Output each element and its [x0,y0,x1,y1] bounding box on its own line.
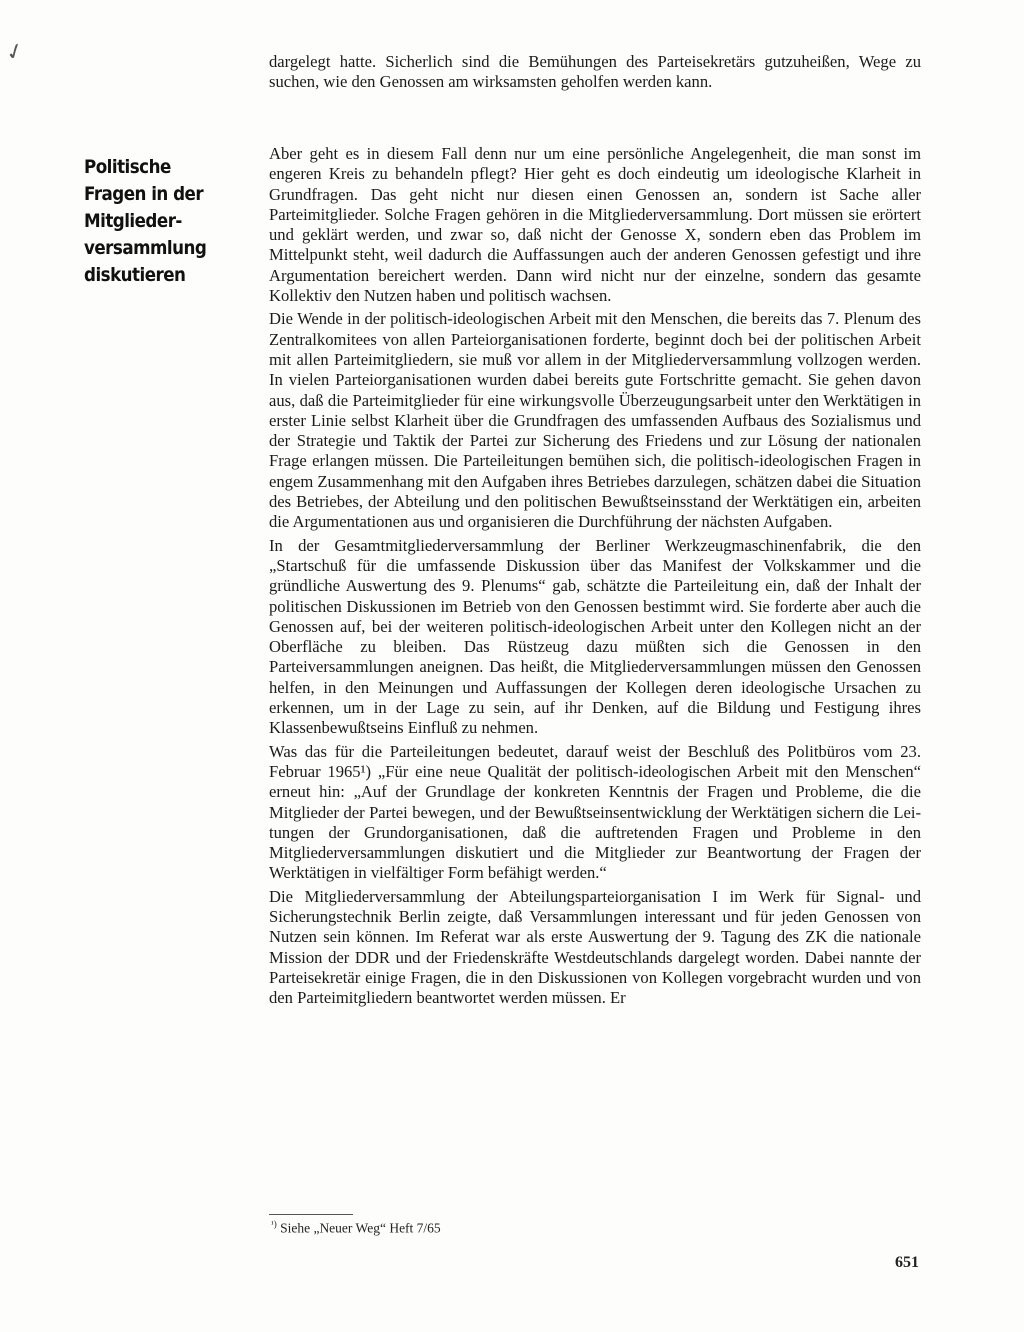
checkmark-icon: ✓ [2,37,29,68]
margin-heading-line: Fragen in der [84,183,204,205]
footnote-marker: ¹) [271,1219,277,1229]
main-text [269,144,921,1011]
margin-heading-line: versammlung [84,237,207,259]
margin-heading-line: diskutieren [84,264,186,286]
intro-paragraph [269,52,921,96]
margin-heading-line: Politische [84,156,171,178]
footnote-divider [269,1214,353,1215]
footnote [271,1219,441,1237]
body-paragraph: Was das für die Parteileitungen bedeutet, darauf weist der Beschluß des Politbüros vom 23. Februar 1965¹) „Für eine neue Qualität der politisch-ideologischen Arbeit mit den Menschen“ erneut hin: „Auf der Grundlage der konkreten Kenntnis der Fragen und Probleme, die die Mitglieder der Partei bewegen, und der Bewußtseinsentwicklung der Werktätigen sichern die Leitungen der Grundorganisationen, daß die auftretenden Fragen und Probleme in den Mitgliederversammlungen diskutiert und die Mitglieder zur Beantwortung der Fragen der Werktätigen in vielfältiger Form befähigt werden.“ [269,741,921,883]
body-paragraph: Die Mitgliederversammlung der Abteilungsparteiorganisation I im Werk für Signal- und Sicherungstechnik Berlin zeigte, daß Versammlungen interessant und für jeden Genossen von Nutzen sein können. Im Referat war als erste Auswertung der 9. Tagung des ZK die nationale Mission der DDR und der Friedenskräfte Westdeutschlands dargelegt worden. Dabei nannte der Parteisekretär einige Fragen, die in den Diskussionen von Kollegen vorgebracht wurden und von den Parteimitgliedern beantwortet werden müssen. Er [269,886,921,1008]
body-paragraph: Aber geht es in diesem Fall denn nur um eine persönliche Angelegenheit, die man sonst im engeren Kreis zu behandeln pflegt? Hier geht es doch eindeutig um ideologische Klarheit in Grundfragen. Das geht nicht nur diesen einen Genossen an, sondern ist Sache aller Parteimitglieder. Solche Fragen gehören in die Mitgliederversammlung. Dort müssen sie erörtert und geklärt werden, und zwar so, daß nicht der Genosse X, sondern eben das Problem im Mittelpunkt steht, weil dadurch die Auffassungen auch der anderen Genossen gefestigt und ihre Argumentation bereichert werden. Dann wird nicht nur der einzelne, sondern das gesamte Kollektiv den Nutzen haben und politisch wachsen. [269,144,921,306]
page-number: 651 [895,1254,919,1271]
body-paragraph: Die Wende in der politisch-ideologischen Arbeit mit den Menschen, die bereits das 7. Plenum des Zentralkomitees von allen Parteiorganisationen forderte, beginnt doch bei der politischen Arbeit mit allen Parteimitgliedern, sie muß vor allem in der Mitgliederversammlung vollzogen werden. In vielen Parteiorganisationen wurden dabei bereits gute Fortschritte gemacht. Sie gehen davon aus, daß die Parteimitglieder für eine wirkungsvolle Überzeugungsarbeit unter den Werktätigen in erster Linie selbst Klarheit über die Grundfragen des umfassenden Aufbaus des Sozialismus und der Strategie und Taktik der Partei zur Sicherung des Friedens und zur Lösung der nationalen Frage erlangen müssen. Die Parteileitungen bemühen sich, die politisch-ideologischen Fragen in engem Zusammenhang mit den Aufgaben ihres Betriebes darzulegen, schätzen dabei die Situation des Betriebes, der Abteilung und den politischen Bewußtseinsstand der Werktätigen ein, arbeiten die Argumentationen aus und organisieren die Durchführung der nächsten Aufgaben. [269,309,921,532]
body-paragraph: dargelegt hatte. Sicherlich sind die Bemühungen des Parteisekretärs gutzuheißen, Wege zu suchen, wie den Genossen am wirksamsten geholfen werden kann. [269,52,921,92]
margin-heading-line: Mitglieder- [84,210,182,232]
margin-heading [84,154,216,289]
footnote-text: Siehe „Neuer Weg“ Heft 7/65 [280,1220,441,1236]
body-paragraph: In der Gesamtmitgliederversammlung der Berliner Werkzeugmaschinenfabrik, die den „Startschuß für die umfassende Diskussion über das Manifest der Volkskammer und die gründliche Auswertung des 9. Plenums“ gab, schätzte die Parteileitung ein, daß der Inhalt der politischen Diskussionen im Betrieb von den Genossen bestimmt wird. Sie forderte aber auch die Genossen auf, bei der weiteren politisch-ideologischen Arbeit unter den Kollegen nicht an der Oberfläche zu bleiben. Das Rüstzeug dazu müßten sich die Genossen in den Parteiversammlungen aneignen. Das heißt, die Mitgliederversammlungen müssen den Genossen helfen, in den Meinungen und Auffassungen der Kollegen deren ideologische Ursachen zu erkennen, um in der Lage zu sein, auf ihr Denken, auf die Bildung und Festigung ihres Klassenbewußtseins Einfluß zu nehmen. [269,535,921,738]
